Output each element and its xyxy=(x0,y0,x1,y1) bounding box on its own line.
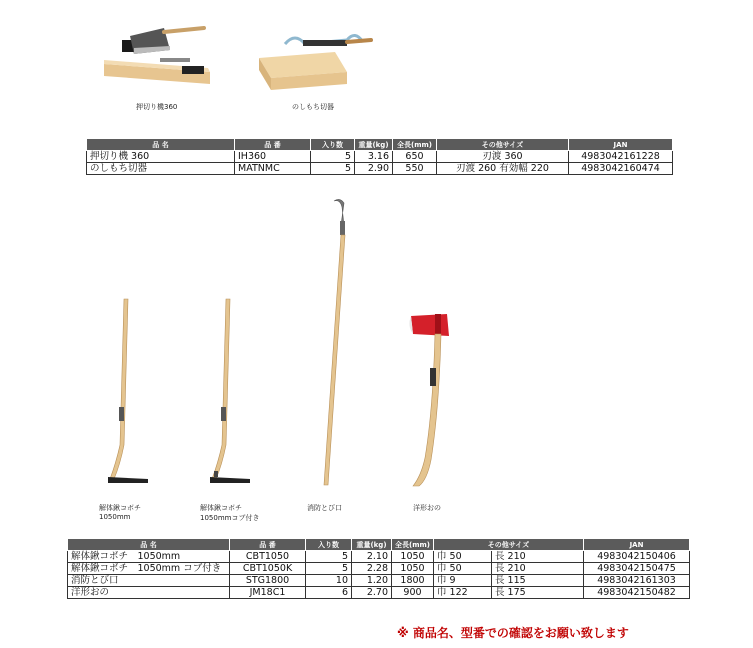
jan-code: 4983042160474 xyxy=(569,163,673,175)
table-row xyxy=(87,163,673,175)
product-code: CBT1050 xyxy=(230,551,306,563)
confirmation-note: ※ 商品名、型番での確認をお願い致します xyxy=(397,626,629,640)
width-size: 巾 50 xyxy=(434,563,492,575)
product-name: 解体鍬コボチ 1050mm コブ付き xyxy=(68,563,230,575)
col-header: 入り数 xyxy=(311,139,355,151)
col-header: JAN xyxy=(584,539,690,551)
jan-code: 4983042150482 xyxy=(584,587,690,599)
col-header: 品 番 xyxy=(235,139,311,151)
caption-kobochi-k-2: 1050mmコブ付き xyxy=(200,514,260,522)
tobiguchi-image xyxy=(310,195,360,490)
weight: 2.70 xyxy=(352,587,392,599)
weight: 2.90 xyxy=(355,163,393,175)
table-row xyxy=(68,563,690,575)
product-name: 解体鍬コボチ 1050mm xyxy=(68,551,230,563)
table-row xyxy=(87,151,673,163)
col-header: 品 名 xyxy=(87,139,235,151)
col-header: 重量(kg) xyxy=(352,539,392,551)
jan-code: 4983042150406 xyxy=(584,551,690,563)
long-size: 長 175 xyxy=(492,587,584,599)
caption-kobochi-1: 解体鍬コボチ xyxy=(99,504,141,512)
product-name: 消防とび口 xyxy=(68,575,230,587)
width-size: 巾 122 xyxy=(434,587,492,599)
table-header-row xyxy=(68,539,690,551)
quantity: 5 xyxy=(311,163,355,175)
ono-axe-image xyxy=(405,310,465,492)
product-name: 洋形おの xyxy=(68,587,230,599)
quantity: 5 xyxy=(306,551,352,563)
quantity: 5 xyxy=(306,563,352,575)
other-size: 刃渡 260 有効幅 220 xyxy=(437,163,569,175)
table-header-row xyxy=(87,139,673,151)
caption-tobiguchi: 消防とび口 xyxy=(307,504,342,512)
col-header: 全長(mm) xyxy=(393,139,437,151)
length: 550 xyxy=(393,163,437,175)
jan-code: 4983042150475 xyxy=(584,563,690,575)
long-size: 長 115 xyxy=(492,575,584,587)
other-size: 刃渡 360 xyxy=(437,151,569,163)
length: 1800 xyxy=(392,575,434,587)
col-header: 品 番 xyxy=(230,539,306,551)
kobochi-k-image xyxy=(200,295,260,495)
product-code: CBT1050K xyxy=(230,563,306,575)
long-size: 長 210 xyxy=(492,563,584,575)
oshikiri-360-image xyxy=(100,22,220,92)
caption-kobochi-2: 1050mm xyxy=(99,513,131,521)
product-code: MATNMC xyxy=(235,163,311,175)
length: 650 xyxy=(393,151,437,163)
length: 900 xyxy=(392,587,434,599)
weight: 3.16 xyxy=(355,151,393,163)
caption-kobochi-k-1: 解体鍬コボチ xyxy=(200,504,242,512)
caption-ono: 洋形おの xyxy=(413,504,441,512)
product-code: JM18C1 xyxy=(230,587,306,599)
quantity: 5 xyxy=(311,151,355,163)
spec-table-bottom xyxy=(67,538,690,599)
spec-table-top xyxy=(86,138,673,175)
length: 1050 xyxy=(392,563,434,575)
col-header: その他サイズ xyxy=(437,139,569,151)
noshimochi-cutter-image xyxy=(255,28,380,98)
kobochi-image xyxy=(100,295,160,495)
long-size: 長 210 xyxy=(492,551,584,563)
table-row xyxy=(68,551,690,563)
table-row xyxy=(68,575,690,587)
quantity: 10 xyxy=(306,575,352,587)
col-header: JAN xyxy=(569,139,673,151)
weight: 1.20 xyxy=(352,575,392,587)
col-header: 品 名 xyxy=(68,539,230,551)
col-header: その他サイズ xyxy=(434,539,584,551)
jan-code: 4983042161303 xyxy=(584,575,690,587)
product-code: IH360 xyxy=(235,151,311,163)
product-code: STG1800 xyxy=(230,575,306,587)
length: 1050 xyxy=(392,551,434,563)
col-header: 重量(kg) xyxy=(355,139,393,151)
width-size: 巾 9 xyxy=(434,575,492,587)
table-row xyxy=(68,587,690,599)
product-name: のしもち切器 xyxy=(87,163,235,175)
width-size: 巾 50 xyxy=(434,551,492,563)
product-name: 押切り機 360 xyxy=(87,151,235,163)
caption-noshimochi: のしもち切器 xyxy=(292,103,334,111)
col-header: 全長(mm) xyxy=(392,539,434,551)
caption-oshikiri: 押切り機360 xyxy=(136,103,178,111)
jan-code: 4983042161228 xyxy=(569,151,673,163)
weight: 2.28 xyxy=(352,563,392,575)
weight: 2.10 xyxy=(352,551,392,563)
quantity: 6 xyxy=(306,587,352,599)
col-header: 入り数 xyxy=(306,539,352,551)
